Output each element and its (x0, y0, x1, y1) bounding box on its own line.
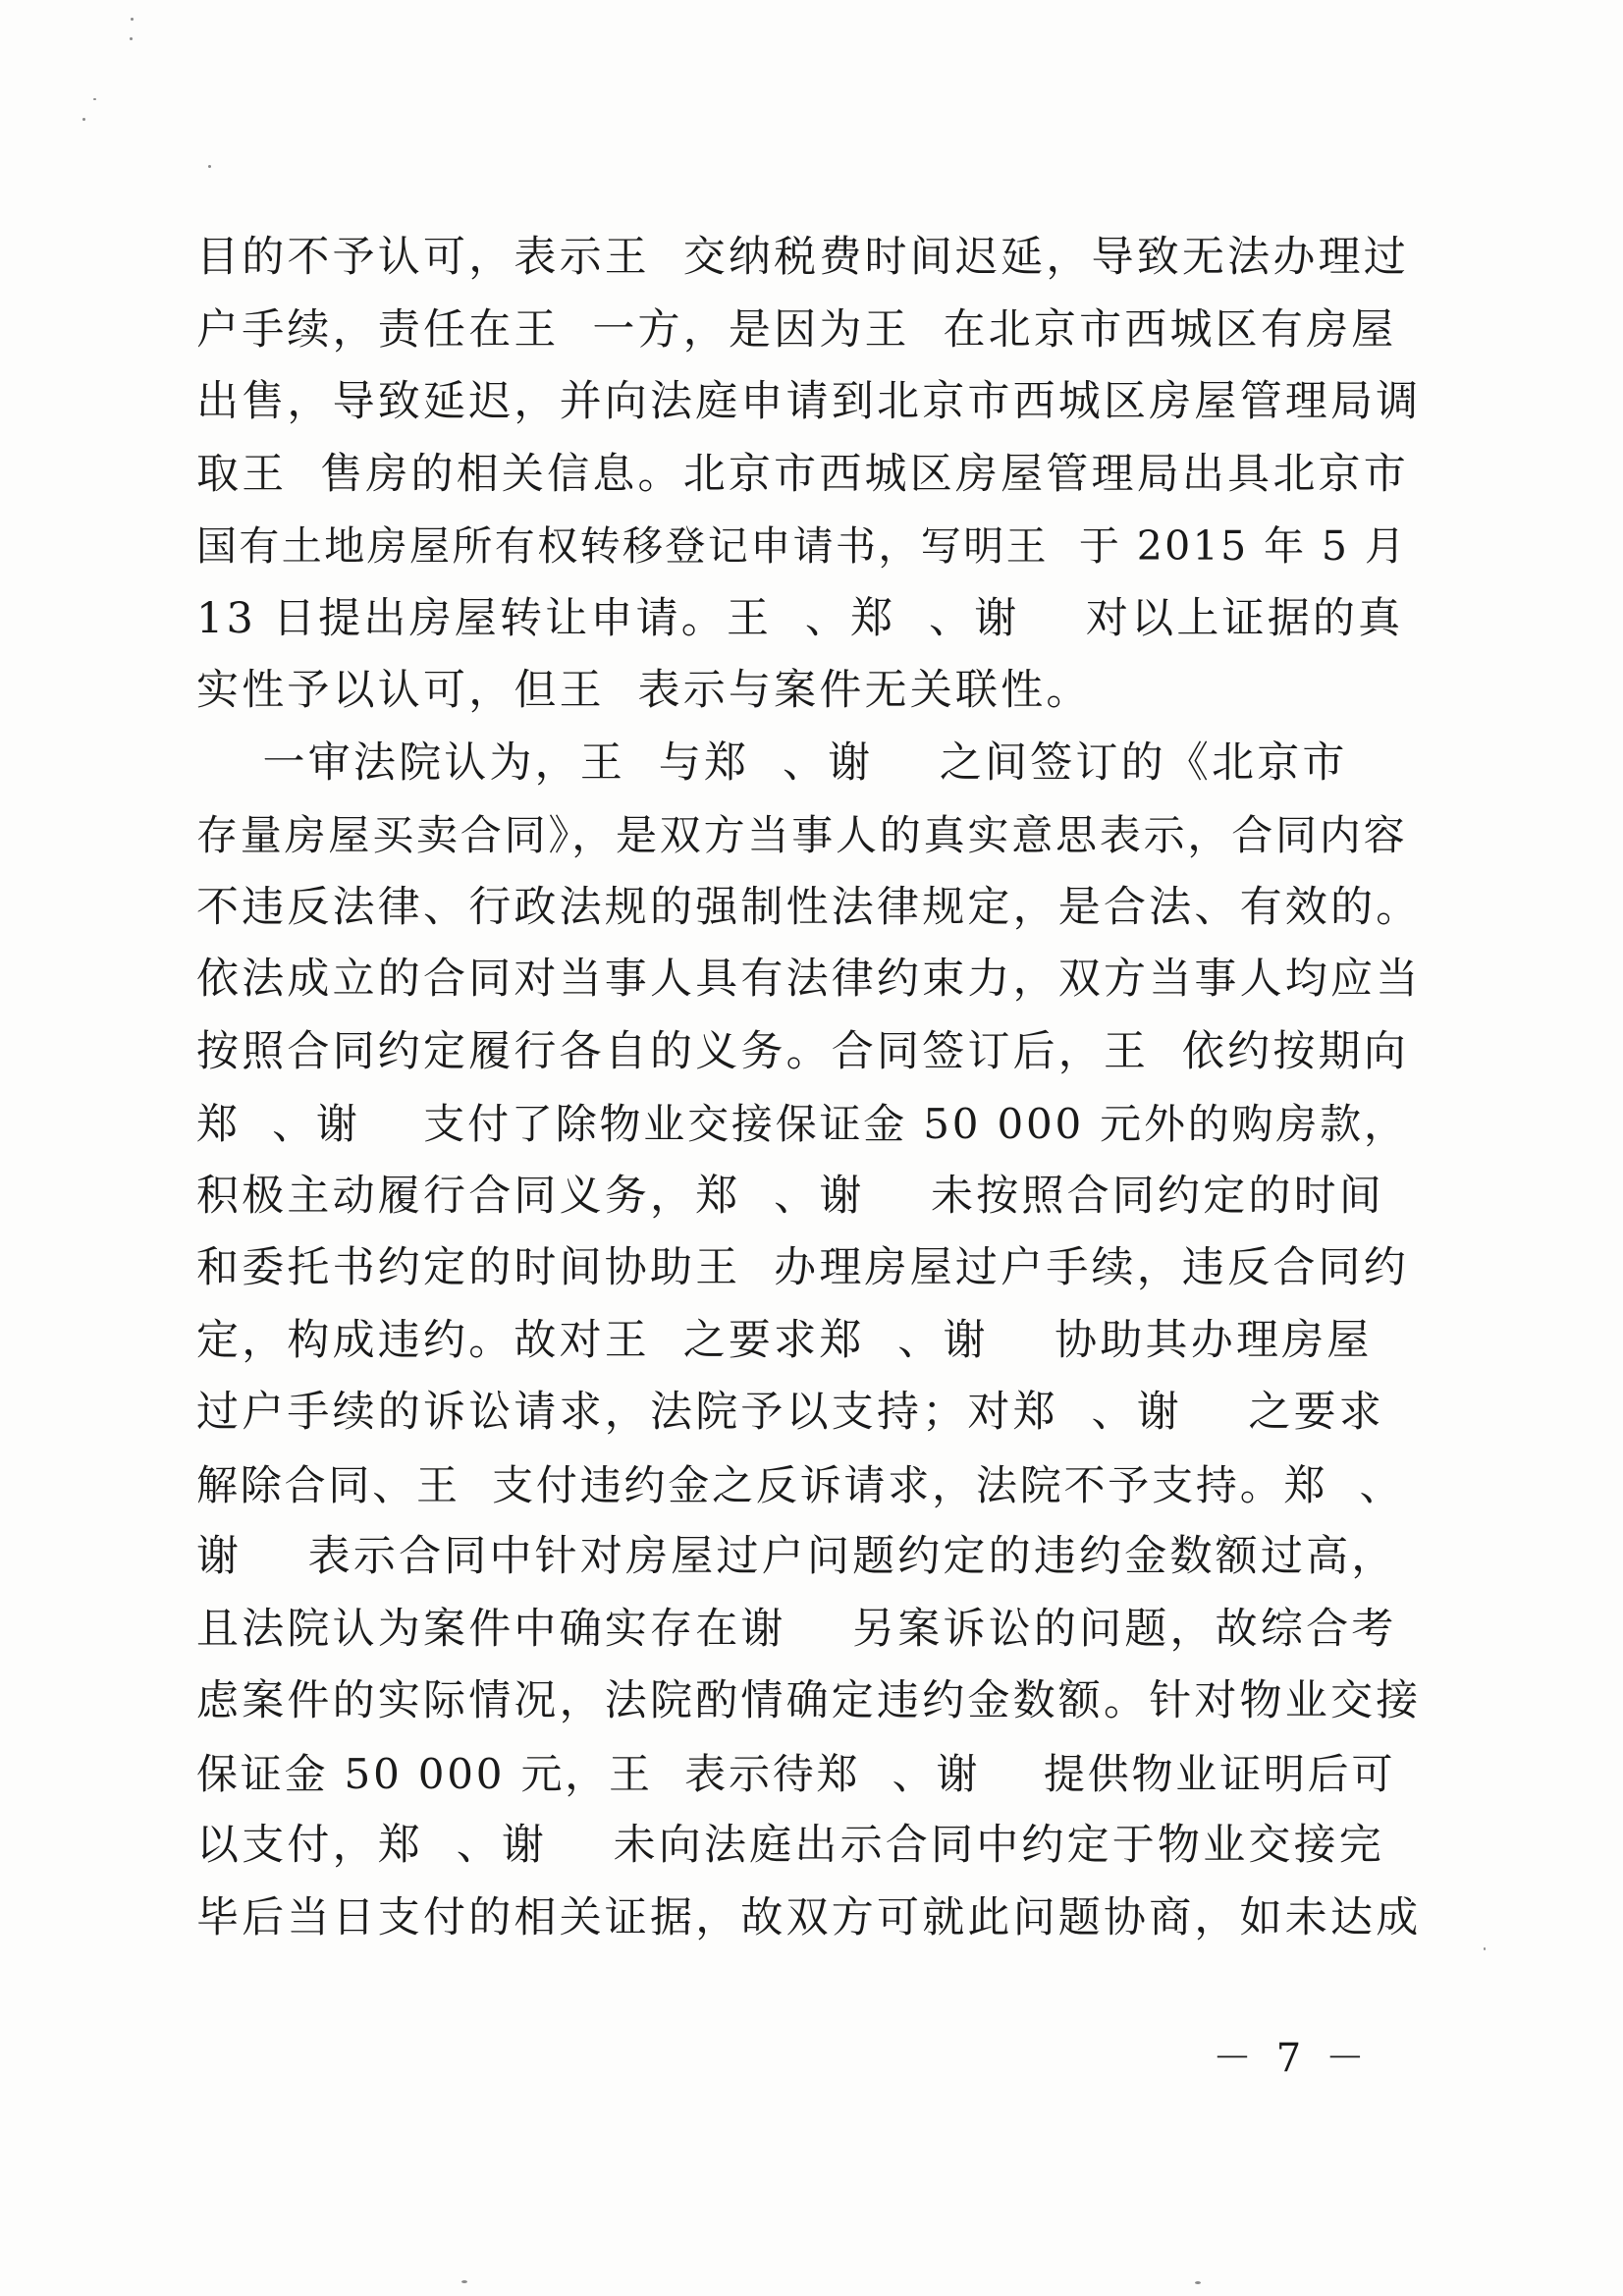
text-line: 谢 表示合同中针对房屋过户问题约定的违约金数额过高， (196, 1532, 1397, 1581)
text-line: 国有土地房屋所有权转移登记申请书，写明王 于 2015 年 5 月 (196, 522, 1408, 570)
scan-speck (1484, 1947, 1486, 1950)
text-line: 一审法院认为，王 与郑 、谢 之间签订的《北京市 (196, 738, 1348, 788)
text-line: 解除合同、王 支付违约金之反诉请求，法院不予支持。郑 、 (196, 1460, 1404, 1509)
scan-speck (208, 165, 211, 168)
scan-speck (461, 2280, 467, 2283)
text-line: 实性予以认可，但王 表示与案件无关联性。 (196, 666, 1092, 715)
scan-speck (130, 37, 133, 40)
scan-speck (1195, 2281, 1201, 2284)
text-line: 且法院认为案件中确实存在谢 另案诉讼的问题，故综合考 (196, 1604, 1397, 1654)
scan-speck (82, 118, 85, 121)
text-line: 定，构成违约。故对王 之要求郑 、谢 协助其办理房屋 (196, 1315, 1373, 1365)
page-number: － 7 － (1213, 2036, 1371, 2081)
scan-speck (93, 98, 96, 100)
text-line: 户手续，责任在王 一方，是因为王 在北京市西城区有房屋 (196, 304, 1397, 355)
text-line: 虑案件的实际情况，法院酌情确定违约金数额。针对物业交接 (196, 1676, 1422, 1725)
scan-speck (131, 18, 134, 21)
text-line: 积极主动履行合同义务，郑 、谢 未按照合同约定的时间 (196, 1171, 1385, 1221)
text-line: 过户手续的诉讼请求，法院予以支持；对郑 、谢 之要求 (196, 1388, 1385, 1437)
text-line: 按照合同约定履行各自的义务。合同签订后，王 依约按期向 (196, 1026, 1409, 1076)
text-line: 存量房屋买卖合同》，是双方当事人的真实意思表示，合同内容 (196, 811, 1408, 859)
text-line: 毕后当日支付的相关证据，故双方可就此问题协商，如未达成 (196, 1892, 1422, 1942)
text-line: 依法成立的合同对当事人具有法律约束力，双方当事人均应当 (196, 955, 1422, 1004)
text-line: 取王 售房的相关信息。北京市西城区房屋管理局出具北京市 (196, 449, 1409, 499)
text-line: 保证金 50 000 元，王 表示待郑 、谢 提供物业证明后可 (196, 1749, 1396, 1798)
text-line: 目的不予认可，表示王 交纳税费时间迟延，导致无法办理过 (196, 233, 1409, 282)
text-line: 以支付，郑 、谢 未向法庭出示合同中约定于物业交接完 (196, 1821, 1385, 1870)
body-text (196, 222, 1434, 1954)
text-line: 不违反法律、行政法规的强制性法律规定，是合法、有效的。 (196, 882, 1422, 932)
text-line: 13 日提出房屋转让申请。王 、郑 、谢 对以上证据的真 (196, 593, 1404, 643)
text-line: 和委托书约定的时间协助王 办理房屋过户手续，违反合同约 (196, 1243, 1409, 1292)
text-line: 郑 、谢 支付了除物业交接保证金 50 000 元外的购房款， (196, 1100, 1408, 1148)
text-line: 出售，导致延迟，并向法庭申请到北京市西城区房屋管理局调 (196, 377, 1422, 426)
